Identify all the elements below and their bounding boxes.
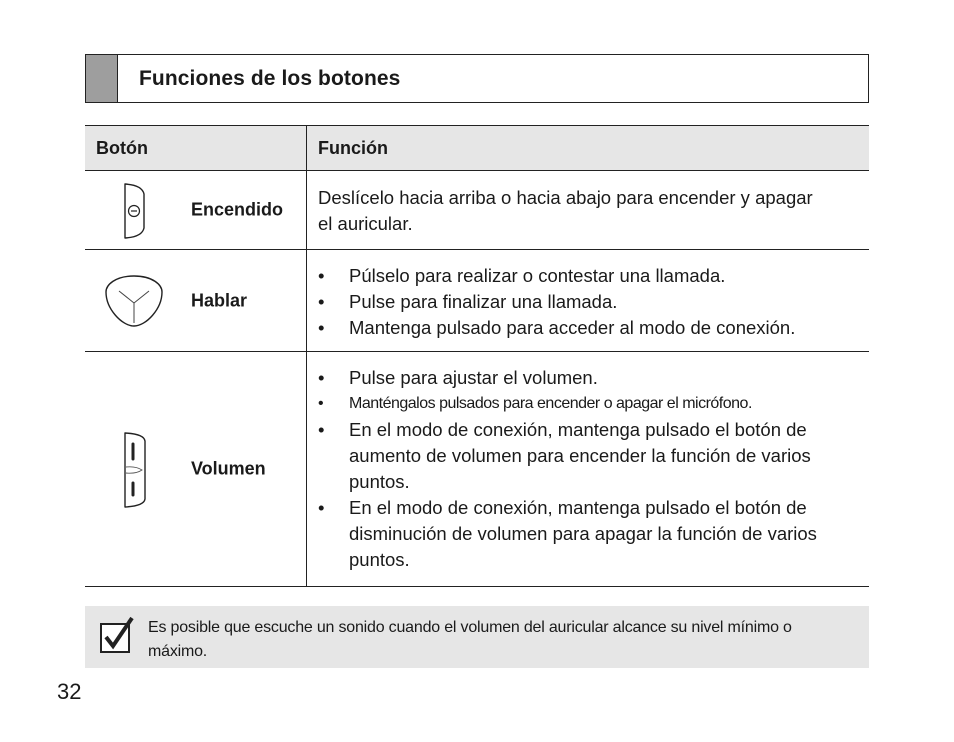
list-item: • Pulse para ajustar el volumen. (318, 365, 865, 391)
list-item: • Mantenga pulsado para acceder al modo de conexión. (318, 315, 865, 341)
talk-button-icon (103, 273, 165, 329)
function-list (318, 263, 865, 341)
list-item: • Pulse para finalizar una llamada. (318, 289, 865, 315)
function-text: Deslícelo hacia arriba o hacia abajo para encender y apagar el auricular. (318, 187, 813, 234)
button-cell (85, 171, 307, 249)
note-box (85, 606, 869, 668)
button-label: Encendido (191, 199, 284, 220)
table-row (85, 171, 869, 250)
section-heading (85, 54, 869, 103)
table-row (85, 352, 869, 587)
button-cell (85, 250, 307, 351)
buttons-table (85, 125, 869, 587)
function-cell (307, 352, 869, 586)
function-list (318, 365, 865, 573)
header-button: Botón (85, 126, 307, 170)
power-switch-icon (122, 182, 148, 240)
heading-marker (86, 55, 118, 102)
table-row (85, 250, 869, 352)
function-cell (307, 250, 869, 351)
header-function: Función (318, 137, 388, 158)
note-text: Es posible que escuche un sonido cuando el volumen del auricular alcance su nivel mínimo o máximo. (148, 619, 792, 660)
volume-rocker-icon (122, 429, 148, 511)
list-item: • En el modo de conexión, mantenga pulsado el botón de aumento de volumen para encender la función de varios puntos. (318, 417, 839, 495)
button-label: Hablar (191, 290, 248, 310)
button-label: Volumen (191, 458, 266, 479)
list-item: • En el modo de conexión, mantenga pulsado el botón de disminución de volumen para apagar la función de varios puntos. (318, 495, 839, 573)
function-cell (307, 171, 869, 249)
section-title: Funciones de los botones (139, 66, 401, 90)
page-number: 32 (57, 679, 82, 704)
button-cell (85, 352, 307, 586)
list-item: • Manténgalos pulsados para encender o apagar el micrófono. (318, 391, 865, 417)
list-item: • Púlselo para realizar o contestar una llamada. (318, 263, 865, 289)
checkbox-check-icon (99, 615, 135, 655)
table-header-row (85, 126, 869, 171)
